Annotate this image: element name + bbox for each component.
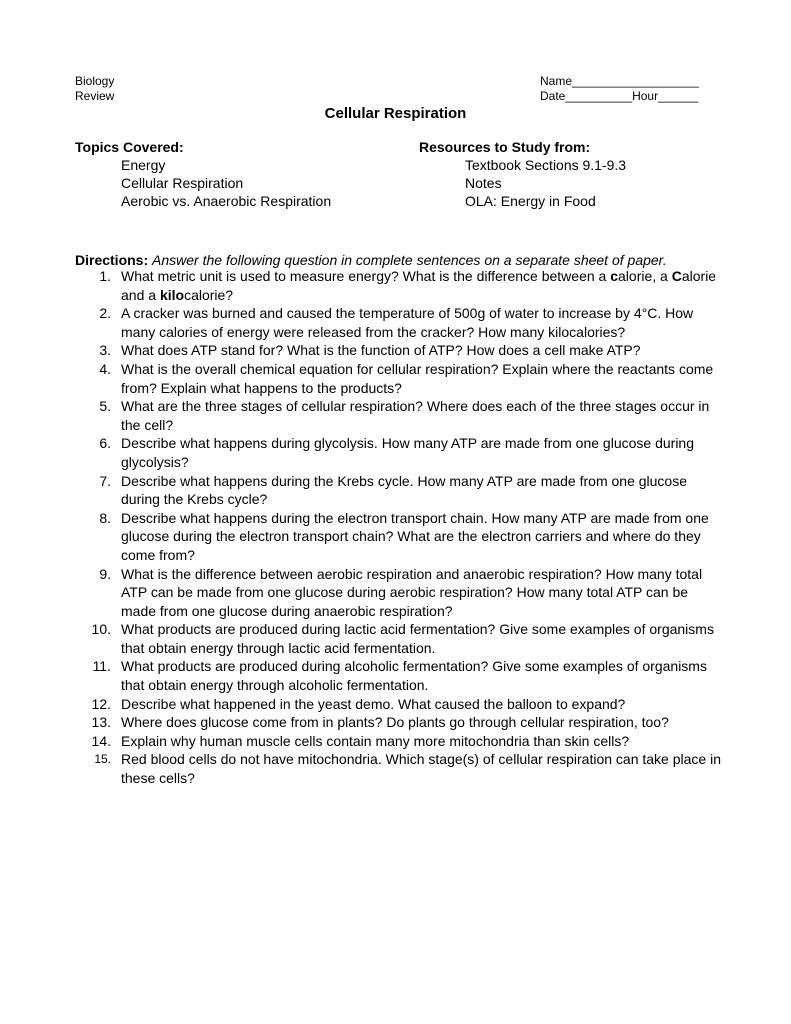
resource-item: Notes bbox=[465, 175, 502, 191]
date-hour-field[interactable]: Date__________Hour______ bbox=[540, 89, 699, 103]
question-text: A cracker was burned and caused the temperature of 500g of water to increase by 4°C. How many calories of energy were released from the cracker? How many kilocalories? bbox=[121, 305, 694, 340]
resource-item: OLA: Energy in Food bbox=[465, 193, 596, 209]
question-item bbox=[75, 565, 725, 621]
question-number: 4. bbox=[99, 360, 111, 377]
question-number: 3. bbox=[99, 342, 111, 359]
question-item bbox=[75, 620, 725, 657]
question-number: 5. bbox=[99, 398, 111, 415]
question-item bbox=[75, 434, 725, 471]
question-number: 7. bbox=[99, 472, 111, 489]
question-text: Describe what happens during the electron transport chain. How many ATP are made from one glucose during the electron transport chain? What are the electron carriers and where do they come from? bbox=[121, 509, 709, 563]
question-number: 2. bbox=[99, 305, 111, 322]
question-list bbox=[75, 267, 725, 788]
topic-item: Cellular Respiration bbox=[121, 175, 244, 191]
question-number: 13. bbox=[91, 714, 111, 731]
question-text: Describe what happens during the Krebs cycle. How many ATP are made from one glucose during the Krebs cycle? bbox=[121, 472, 687, 508]
question-text: What is the difference between aerobic respiration and anaerobic respiration? How many total ATP can be made from one glucose during aerobic respiration? How many total ATP can be made from one glucose during anaerobic respiration? bbox=[121, 565, 703, 619]
question-number: 8. bbox=[99, 509, 111, 526]
question-item bbox=[75, 360, 725, 397]
question-text: What are the three stages of cellular respiration? Where does each of the three stages occur in the cell? bbox=[121, 398, 710, 433]
name-field[interactable]: Name___________________ bbox=[540, 74, 699, 88]
page-title: Cellular Respiration bbox=[324, 105, 467, 122]
question-item bbox=[75, 341, 725, 360]
question-item bbox=[75, 267, 725, 304]
question-item bbox=[75, 304, 725, 341]
question-text: What products are produced during lactic acid fermentation? Give some examples of organisms that obtain energy through lactic acid fermentation. bbox=[121, 621, 714, 656]
question-number: 10. bbox=[91, 621, 111, 638]
question-text: What is the overall chemical equation for cellular respiration? Explain where the reactants come from? Explain what happens to the products? bbox=[121, 360, 714, 396]
question-text: Red blood cells do not have mitochondria. Which stage(s) of cellular respiration can take place in these cells? bbox=[121, 751, 721, 787]
question-text: Describe what happens during glycolysis. How many ATP are made from one glucose during glycolysis? bbox=[121, 435, 694, 470]
question-item bbox=[75, 397, 725, 434]
question-text: What does ATP stand for? What is the function of ATP? How does a cell make ATP? bbox=[121, 342, 641, 359]
question-text: Describe what happened in the yeast demo. What caused the balloon to expand? bbox=[121, 695, 626, 712]
topic-item: Aerobic vs. Anaerobic Respiration bbox=[121, 193, 332, 209]
question-item bbox=[75, 472, 725, 509]
question-number: 6. bbox=[99, 435, 111, 452]
question-text: Where does glucose come from in plants? Do plants go through cellular respiration, too? bbox=[121, 714, 669, 731]
question-text: Explain why human muscle cells contain many more mitochondria than skin cells? bbox=[121, 732, 630, 749]
resource-item: Textbook Sections 9.1-9.3 bbox=[465, 157, 627, 173]
topics-section bbox=[75, 138, 331, 210]
question-item bbox=[75, 732, 725, 751]
resources-section bbox=[419, 138, 626, 210]
question-item bbox=[75, 509, 725, 565]
question-number: 11. bbox=[92, 658, 111, 675]
question-item bbox=[75, 657, 725, 694]
question-item bbox=[75, 713, 725, 732]
resources-heading: Resources to Study from: bbox=[419, 139, 591, 155]
question-item bbox=[75, 750, 725, 787]
question-text: What products are produced during alcoholic fermentation? Give some examples of organisms that obtain energy through alcoholic fermentation. bbox=[121, 658, 707, 694]
question-number: 1. bbox=[99, 268, 111, 284]
question-number: 14. bbox=[91, 732, 111, 749]
question-number: 12. bbox=[91, 695, 111, 712]
directions-text: Answer the following question in complete sentences on a separate sheet of paper. bbox=[152, 252, 667, 268]
question-text: What metric unit is used to measure energy? What is the difference between a calorie, a Calorie and a kilocalorie? bbox=[121, 268, 717, 303]
subject-label: Biology bbox=[75, 74, 115, 88]
question-item bbox=[75, 695, 725, 714]
topic-item: Energy bbox=[121, 157, 166, 173]
doc-type-label: Review bbox=[75, 89, 115, 103]
directions-label: Directions: bbox=[75, 252, 149, 268]
question-number: 15. bbox=[94, 752, 111, 767]
question-number: 9. bbox=[99, 565, 111, 582]
topics-heading: Topics Covered: bbox=[75, 139, 184, 155]
